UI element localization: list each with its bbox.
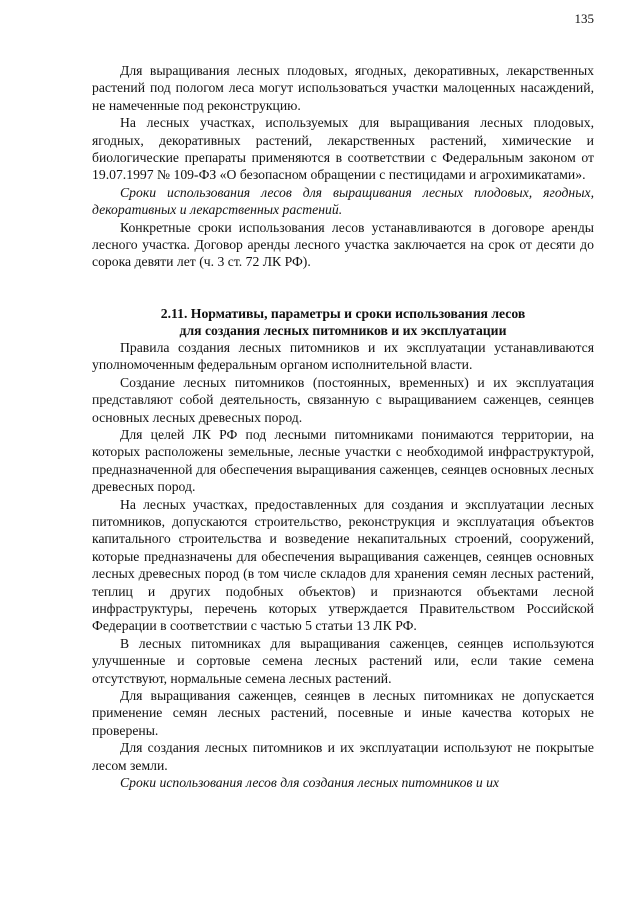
- paragraph: Для целей ЛК РФ под лесными питомниками понимаются территории, на которых расположены земельные, лесные участки с необходимой инфраструктурой, предназначенной для обеспечения выращивания саженцев, сеянцев основных лесных древесных пород.: [92, 426, 594, 495]
- paragraph: Для создания лесных питомников и их эксплуатации используют не покрытые лесом земли.: [92, 740, 594, 773]
- paragraph: Правила создания лесных питомников и их эксплуатации устанавливаются уполномоченным федеральным органом исполнительной власти.: [92, 339, 594, 373]
- paragraph: На лесных участках, предоставленных для создания и эксплуатации лесных питомников, допускаются строительство, реконструкция и эксплуатация объектов капитального строительства и возведение некапитальных строений, сооружений, которые предназначены для обеспечения выращивания саженцев, сеянцев основных лесных древесных пород (в том числе складов для хранения семян лесных растений, теплиц и других подобных объектов) и признаются объектами лесной инфраструктуры, перечень которых утверждается Правительством Российской Федерации в соответствии с частью 5 статьи 13 ЛК РФ.: [92, 496, 594, 634]
- page-number: 135: [574, 11, 594, 26]
- paragraph: На лесных участках, используемых для выращивания лесных плодовых, ягодных, декоративных растений, лекарственных растений, химические и биологические препараты применяются в соответствии с Федеральным законом от 19.07.1997 № 109-ФЗ «О безопасном обращении с пестицидами и агрохимикатами».: [92, 115, 594, 183]
- section-heading: [92, 305, 594, 339]
- section-heading-line-1: 2.11. Нормативы, параметры и сроки использования лесов: [160, 305, 526, 321]
- paragraph: В лесных питомниках для выращивания саженцев, сеянцев используются улучшенные и сортовые семена лесных растений или, если такие семена отсутствуют, нормальные семена лесных растений.: [92, 635, 594, 686]
- italic-subheading: Сроки использования лесов для создания лесных питомников и их: [120, 775, 499, 791]
- body-text: [92, 62, 594, 791]
- paragraph: Конкретные сроки использования лесов устанавливаются в договоре аренды лесного участка. Договор аренды лесного участка заключается на срок от десяти до сорока девяти лет (ч. 3 ст. 72 ЛК РФ).: [92, 219, 594, 270]
- section-heading-line-2: для создания лесных питомников и их эксплуатации: [179, 322, 507, 338]
- italic-subheading: Сроки использования лесов для выращивания лесных плодовых, ягодных, декоративных и лекарственных растений.: [92, 184, 594, 218]
- paragraph: Для выращивания лесных плодовых, ягодных, декоративных, лекарственных растений под пологом леса могут использоваться участки малоценных насаждений, не намеченные под реконструкцию.: [92, 63, 594, 113]
- paragraph: Создание лесных питомников (постоянных, временных) и их эксплуатация представляют собой деятельность, связанную с выращиванием саженцев, сеянцев основных лесных древесных пород.: [92, 374, 594, 425]
- paragraph: Для выращивания саженцев, сеянцев в лесных питомниках не допускается применение семян лесных растений, посевные и иные качества которых не проверены.: [92, 688, 594, 738]
